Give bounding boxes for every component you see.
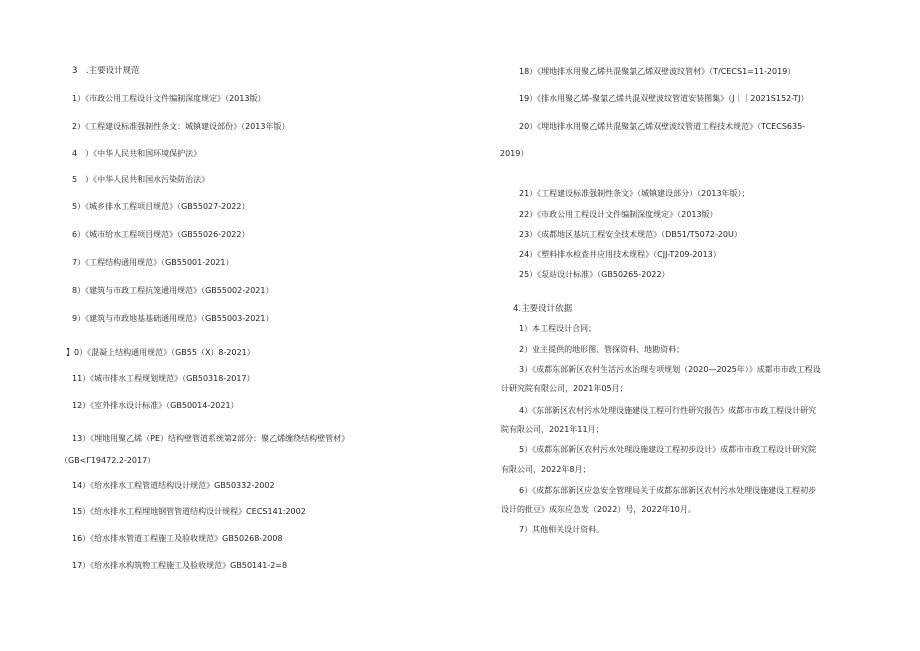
list-item: 17）《给水排水构筑物工程施工及验收规范》GB50141-2=8 [72, 561, 288, 570]
list-item: 4 ）《中华人民共和国环境保护法》 [72, 149, 202, 158]
list-item: 7）《工程结构通用规范》（GB55001-2021） [72, 258, 234, 267]
list-item: 12）《室外排水设计标准》（GB50014-2021） [72, 401, 239, 410]
list-item: 4）《东部新区农村污水处理设施建设工程可行性研究报告》成都市市政工程设计研究 [519, 406, 817, 415]
list-item: 16）《给水排水管道工程施工及验收规范》GB50268-2008 [72, 534, 283, 543]
list-item: 8）《建筑与市政工程抗笼通用规范》（GB55002-2021） [72, 286, 274, 295]
list-item: 1）《市政公用工程设计文件编制深度规定》（2013版） [72, 94, 266, 103]
section-title-design-basis: 4.主要设计依据 [513, 304, 573, 314]
list-item: 5 ）《中华人民共和国水污染防治法》 [72, 175, 210, 184]
list-item: 院有限公司，2021年11月； [501, 425, 604, 434]
list-item: 6）《城市给水工程项目规范》（GB55026-2022） [72, 230, 250, 239]
list-item: 23）《成都地区基坑工程安全技术规范》（DB51/T5072-20U） [519, 230, 742, 239]
list-item: 1）本工程设计合同； [519, 324, 597, 333]
list-item: 18）《埋地排水用聚乙烯共混聚氯乙烯双壁波纹管材》（T/CECS1=11-2019） [519, 67, 796, 76]
list-item: 】0）《混凝上结构通用规范》（GB55（X）8-2021） [66, 348, 255, 357]
list-item: 5）《成都东部新区农村污水处理设施建设工程初步设计》成都市市政工程设计研究院 [519, 445, 817, 454]
list-item: 22）《市政公用工程设计文件编制深度规定》（2013版） [519, 210, 718, 219]
list-item: 19）《排水用聚乙烯-聚氯乙烯共混双壁波纹管道安装图集》（J｜｜2021S152-TJ） [519, 94, 809, 103]
list-item: 5）《城乡排水工程项目规范》（GB55027-2022） [72, 202, 250, 211]
list-item: 25）《泵站设计标准》（GB50265-2022） [519, 270, 670, 279]
list-item: （GB<Γ19472.2-2017） [60, 456, 156, 465]
list-item: 9）《建筑与市政地基基础通用规范》（GB55003-2021） [72, 314, 274, 323]
list-item: 15）《给水排水工程埋地钢管管道结构设计规程》CECS141:2002 [72, 507, 306, 516]
list-item: 14）《给水排水工程管道结构设计规范》GB50332-2002 [72, 481, 275, 490]
list-item: 3）《成都东部新区农村生活污水治理专项规划（2020—2025年）》成都市市政工程设 [519, 365, 821, 374]
list-item: 24）《塑料排水检查井应用技术规程》（CJJ-T209-2013） [519, 250, 721, 259]
list-item: 设计的批豆》成东应急发（2022）号，2022年10月。 [501, 505, 696, 514]
list-item: 20）《埋地排水用聚乙烯共混聚氯乙烯双壁波纹管道工程技术规范》（TCECS635- [519, 122, 806, 131]
list-item: 13）《埋地用聚乙烯（PE）结构壁管道系统第2部分：聚乙烯缠绕结构壁管材》 [72, 434, 350, 443]
section-title-design-codes: 3 .主要设计规范 [72, 66, 140, 76]
list-item: 计研究院有限公司，2021年05月； [501, 384, 628, 393]
list-item: 7）其他相关设计资料。 [519, 525, 605, 534]
list-item: 有限公司，2022年8月； [501, 465, 591, 474]
list-item: 21）《工程建设标准强制性条文》（城镇建设部分）（2013年版）； [519, 189, 750, 198]
list-item: 6）《成都东部新区应急安全管理局关于成都东部新区农村污水处理设施建设工程初步 [519, 486, 817, 495]
list-item: 2019） [500, 149, 529, 158]
list-item: 11）《城市排水工程规划规范》（GB50318-2017） [72, 374, 255, 383]
list-item: 2）业主提供的地形图、管探资料、地勘资料； [519, 345, 685, 354]
list-item: 2）《工程建设标准强制性条文：城镇建设部份》（2013年版） [72, 122, 290, 131]
